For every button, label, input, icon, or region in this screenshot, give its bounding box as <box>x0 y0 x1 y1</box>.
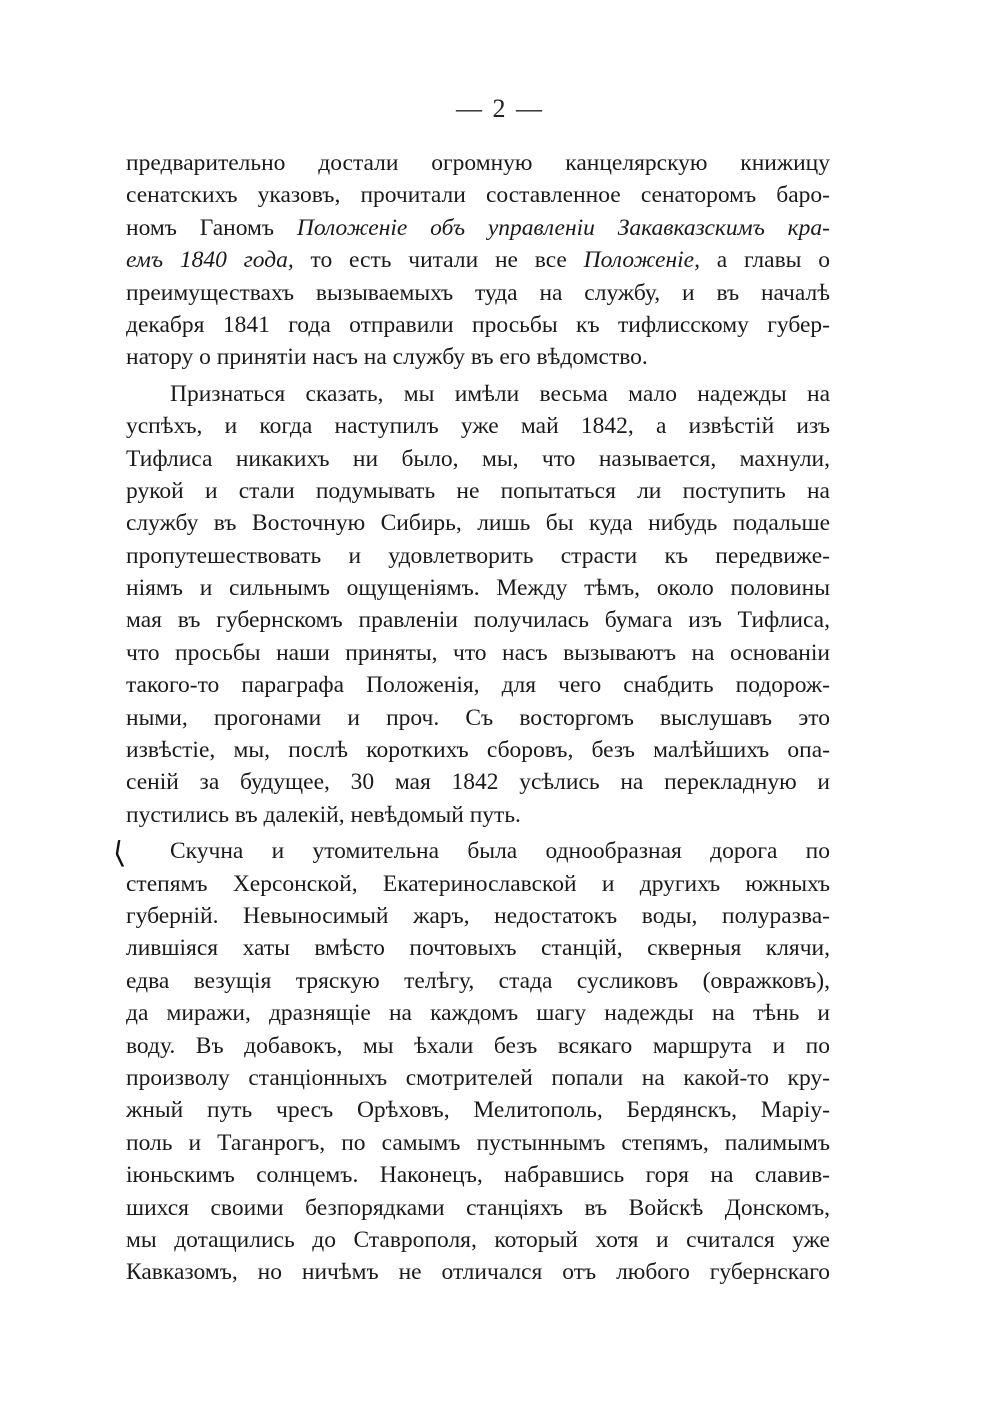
text-line: мая въ губернскомъ правленiи получилась бумага изъ Тифлиса, <box>126 607 830 634</box>
text-line: декабря 1841 года отправили просьбы къ тифлисскому губер- <box>126 311 830 338</box>
text-fragment: то есть читали не все <box>310 247 567 274</box>
text-line: Признаться сказать, мы имѣли весьма мало надежды на <box>170 380 830 407</box>
text-line: рукой и стали подумывать не попытаться ли поступить на <box>126 477 830 504</box>
italic-title: емъ 1840 года, <box>126 247 294 274</box>
italic-title: Положенiе объ управленiи Закавказскимъ кра- <box>296 214 831 241</box>
text-line: губернiй. Невыносимый жаръ, недостатокъ воды, полуразва- <box>126 902 830 929</box>
text-line: поль и Таганрогъ, по самымъ пустыннымъ степямъ, палимымъ <box>126 1129 830 1156</box>
text-fragment: а главы о <box>716 247 831 274</box>
text-line: пропутешествовать и удовлетворить страсти къ передвиже- <box>126 542 830 569</box>
text-line: нiямъ и сильнымъ ощущенiямъ. Между тѣмъ, около половины <box>126 575 830 602</box>
text-line: лившiяся хаты вмѣсто почтовыхъ станцiй, скверныя клячи, <box>126 935 830 962</box>
text-line: службу въ Восточную Сибирь, лишь бы куда нибудь подальше <box>126 510 830 537</box>
text-line: извѣстiе, мы, послѣ короткихъ сборовъ, безъ малѣйшихъ опа- <box>126 737 830 764</box>
text-line: Скучна и утомительна была однообразная дорога по <box>170 838 830 865</box>
text-line: шихся своими безпорядками станцiяхъ въ Войскѣ Донскомъ, <box>126 1194 830 1221</box>
text-line <box>126 244 830 276</box>
text-line: едва везущiя тряскую телѣгу, стада сусликовъ (овражковъ), <box>126 967 830 994</box>
margin-mark: ⟨ <box>110 836 127 871</box>
text-line: пустились въ далекiй, невѣдомый путь. <box>126 801 521 828</box>
page-number: — 2 — <box>456 94 544 123</box>
text-line: ными, прогонами и проч. Съ восторгомъ выслушавъ это <box>126 704 830 731</box>
text-line: преимуществахъ вызываемыхъ туда на службу, и въ началѣ <box>126 279 830 306</box>
text-line: мы дотащились до Ставрополя, который хотя и считался уже <box>126 1226 830 1253</box>
text-line: такого-то параграфа Положенiя, для чего снабдить подорож- <box>126 672 830 699</box>
text-fragment: номъ Ганомъ <box>126 214 275 241</box>
text-line: да миражи, дразнящiе на каждомъ шагу надежды на тѣнь и <box>126 1000 830 1027</box>
text-line: Кавказомъ, но ничѣмъ не отличался отъ любого губернскаго <box>126 1259 830 1286</box>
text-line: предварительно достали огромную канцелярскую книжицу <box>126 150 830 176</box>
text-line: Тифлиса никакихъ ни было, мы, что называется, махнули, <box>126 445 830 472</box>
text-line: воду. Въ добавокъ, мы ѣхали безъ всякаго маршрута и по <box>126 1032 830 1059</box>
text-line: сенатскихъ указовъ, прочитали составленное сенаторомъ баро- <box>126 182 830 209</box>
text-line: произволу станцiонныхъ смотрителей попали на какой-то кру- <box>126 1064 830 1091</box>
body-text <box>126 147 830 1289</box>
text-line: сенiй за будущее, 30 мая 1842 усѣлись на перекладную и <box>126 769 830 796</box>
text-line: степямъ Херсонской, Екатеринославской и другихъ южныхъ <box>126 870 830 897</box>
text-line: натору о принятiи насъ на службу въ его вѣдомство. <box>126 344 648 371</box>
text-line <box>126 212 830 244</box>
text-line: что просьбы наши приняты, что насъ вызываютъ на основанiи <box>126 639 830 666</box>
text-line: iюньскимъ солнцемъ. Наконецъ, набравшись горя на славив- <box>126 1162 830 1189</box>
italic-title: Положенiе, <box>583 247 700 274</box>
text-line: жный путь чресъ Орѣховъ, Мелитополь, Бердянскъ, Марiу- <box>126 1097 830 1124</box>
text-line: успѣхъ, и когда наступилъ уже май 1842, а извѣстiй изъ <box>126 413 830 440</box>
